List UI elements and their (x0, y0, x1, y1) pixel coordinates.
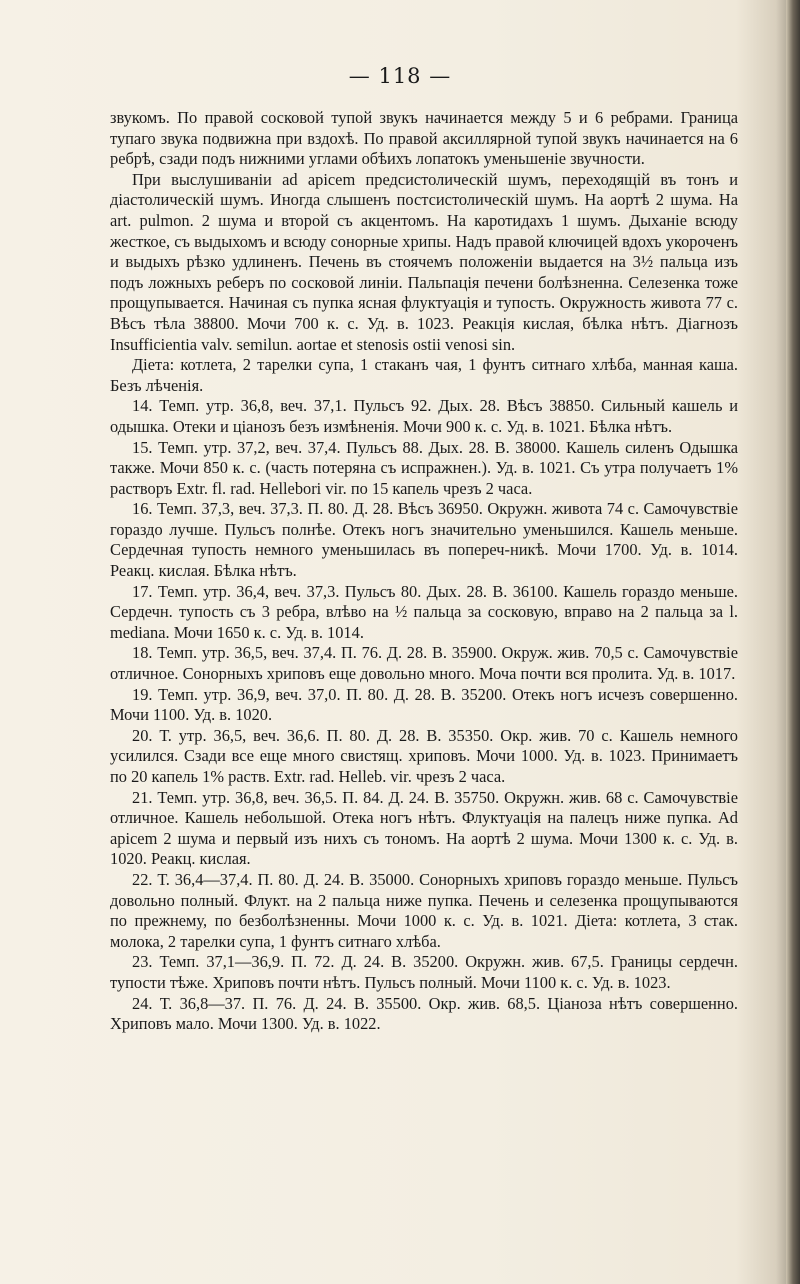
paragraph: 20. Т. утр. 36,5, веч. 36,6. П. 80. Д. 28. В. 35350. Окр. жив. 70 с. Кашель немного усилился. Сзади все еще много свистящ. хриповъ. Мочи 1000. Уд. в. 1023. Принимаетъ по 20 капель 1% раств. Extr. rad. Helleb. vir. чрезъ 2 часа. (110, 725, 738, 786)
paragraph: 22. Т. 36,4—37,4. П. 80. Д. 24. В. 35000. Сонорныхъ хриповъ гораздо меньше. Пульсъ довольно полный. Флукт. на 2 пальца ниже пупка. Печень и селезенка прощупываются по прежнему, по безболѣзненны. Мочи 1000 к. с. Уд. в. 1021. Діета: котлета, 3 стак. молока, 2 тарелки супа, 1 фунтъ ситнаго хлѣба. (110, 869, 738, 951)
body-text (110, 108, 738, 1035)
paragraph: 21. Темп. утр. 36,8, веч. 36,5. П. 84. Д. 24. В. 35750. Окружн. жив. 68 с. Самочувствіе отличное. Кашель небольшой. Отека ногъ нѣтъ. Флуктуація на палецъ ниже пупка. Ad apicem 2 шума и первый изъ нихъ съ тономъ. На аортѣ 2 шума. Мочи 1300 к. с. Уд. в. 1020. Реакц. кислая. (110, 787, 738, 869)
paragraph: 14. Темп. утр. 36,8, веч. 37,1. Пульсъ 92. Дых. 28. Вѣсъ 38850. Сильный кашель и одышка. Отеки и ціанозъ безъ измѣненія. Мочи 900 к. с. Уд. в. 1021. Бѣлка нѣтъ. (110, 396, 738, 436)
paragraph: При выслушиваніи ad аpicem предсистолическій шумъ, переходящій въ тонъ и діастолическій шумъ. Иногда слышенъ постсистолическій шумъ. На аортѣ 2 шума. На art. рulmon. 2 шума и второй съ акцентомъ. На каротидахъ 1 шумъ. Дыханіе всюду жесткое, съ выдыхомъ и всюду сонорные хрипы. Надъ правой ключицей вдохъ укороченъ и выдыхъ рѣзко удлиненъ. Печень въ стоячемъ положеніи выдается на 3½ пальца изъ подъ ложныхъ реберъ по сосковой линіи. Пальпація печени болѣзненна. Селезенка тоже прощупывается. Начиная съ пупка ясная флуктуація и тупость. Окружность живота 77 с. Вѣсъ тѣла 38800. Мочи 700 к. с. Уд. в. 1023. Реакція кислая, бѣлка нѣтъ. Діагнозъ Insufficientia valv. semilun. aortae et stenosis ostii venosi sin. (110, 169, 738, 354)
paragraph: 23. Темп. 37,1—36,9. П. 72. Д. 24. В. 35200. Окружн. жив. 67,5. Границы сердечн. тупости тѣже. Хриповъ почти нѣтъ. Пульсъ полный. Мочи 1100 к. с. Уд. в. 1023. (110, 952, 738, 992)
page-number: — 118 — (348, 64, 452, 88)
paragraph: 17. Темп. утр. 36,4, веч. 37,3. Пульсъ 80. Дых. 28. В. 36100. Кашель гораздо меньше. Сердечн. тупость съ 3 ребра, влѣво на ½ пальца за сосковую, вправо на 2 пальца за l. mediana. Мочи 1650 к. с. Уд. в. 1014. (110, 581, 738, 642)
paragraph: Діета: котлета, 2 тарелки супа, 1 стаканъ чая, 1 фунтъ ситнаго хлѣба, манная каша. Безъ лѣченія. (110, 355, 738, 395)
paragraph: 16. Темп. 37,3, веч. 37,3. П. 80. Д. 28. Вѣсъ 36950. Окружн. живота 74 с. Самочувствіе гораздо лучше. Пульсъ полнѣе. Отекъ ногъ значительно уменьшился. Кашель меньше. Сердечная тупость немного уменьшилась въ попереч-никѣ. Мочи 1700. Уд. в. 1014. Реакц. кислая. Бѣлка нѣтъ. (110, 499, 738, 581)
paragraph: 18. Темп. утр. 36,5, веч. 37,4. П. 76. Д. 28. В. 35900. Окруж. жив. 70,5 с. Самочувствіе отличное. Сонорныхъ хриповъ еще довольно много. Моча почти вся пролита. Уд. в. 1017. (110, 643, 738, 684)
paragraph: звукомъ. По правой сосковой тупой звукъ начинается между 5 и 6 ребрами. Граница тупаго звука подвижна при вздохѣ. По правой аксиллярной тупой звукъ начинается на 6 ребрѣ, сзади подъ нижними углами обѣихъ лопатокъ уменьшеніе звучности. (110, 108, 738, 169)
paragraph: 24. Т. 36,8—37. П. 76. Д. 24. В. 35500. Окр. жив. 68,5. Ціаноза нѣтъ совершенно. Хриповъ мало. Мочи 1300. Уд. в. 1022. (110, 993, 738, 1034)
page-edge-shadow (786, 0, 800, 1284)
paragraph: 15. Темп. утр. 37,2, веч. 37,4. Пульсъ 88. Дых. 28. В. 38000. Кашель силенъ Одышка также. Мочи 850 к. с. (часть потеряна съ испражнен.). Уд. в. 1021. Съ утра получаетъ 1% растворъ Extr. fl. rad. Hellebori vir. по 15 капель чрезъ 2 часа. (110, 437, 738, 498)
paragraph: 19. Темп. утр. 36,9, веч. 37,0. П. 80. Д. 28. В. 35200. Отекъ ногъ исчезъ совершенно. Мочи 1100. Уд. в. 1020. (110, 684, 738, 725)
